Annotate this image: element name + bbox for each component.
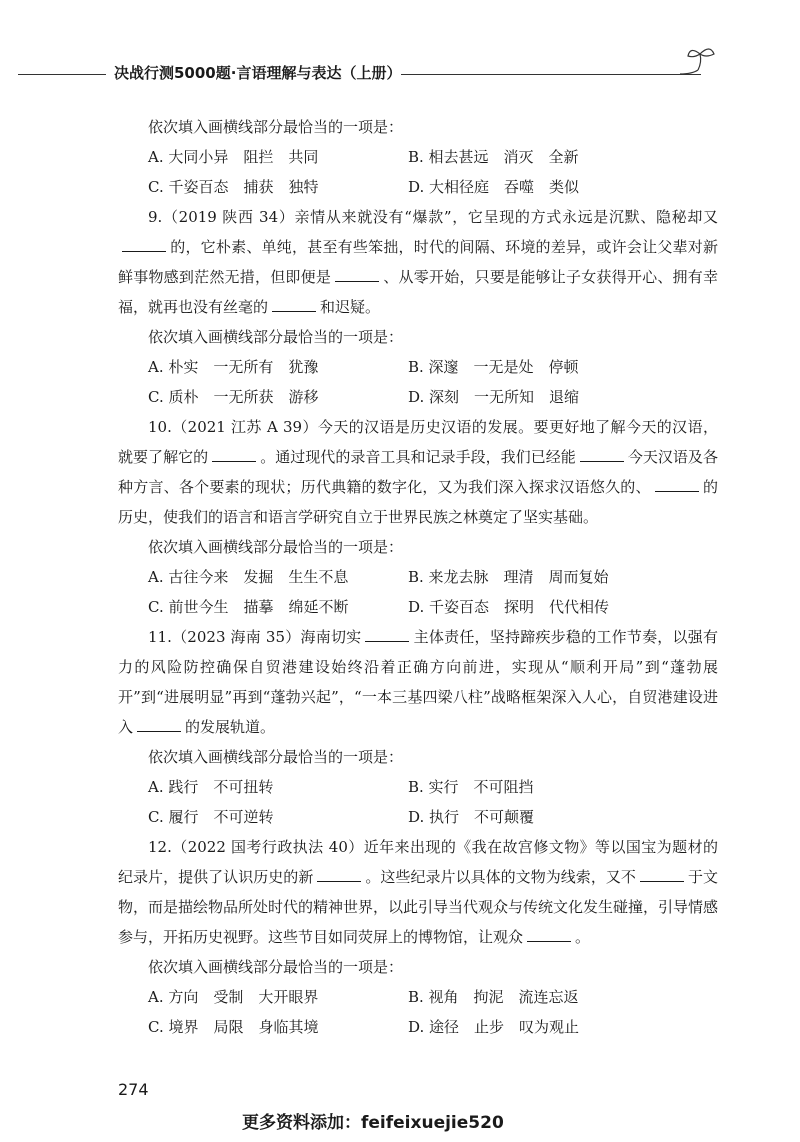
fill-blank [365,627,409,642]
option-a: A. 朴实 一无所有 犹豫 [148,358,319,376]
question-number: 9.（2019 陕西 34） [148,208,295,226]
fill-blank [317,867,361,882]
question-number: 10.（2021 江苏 A 39） [148,418,318,436]
fill-blank [655,477,699,492]
option-c: C. 履行 不可逆转 [148,808,274,826]
option-b: B. 深邃 一无是处 停顿 [408,358,579,376]
header-rule-right [401,74,701,75]
option-d: D. 执行 不可颠覆 [408,808,535,826]
option-a: A. 大同小异 阻拦 共同 [148,148,319,166]
option-a: A. 践行 不可扭转 [148,778,274,796]
header-rule-left [18,74,106,75]
options-block [118,772,718,832]
option-c: C. 千姿百态 捕获 独特 [148,178,319,196]
fill-blank [212,447,256,462]
option-d: D. 深刻 一无所知 退缩 [408,388,580,406]
book-title: 决战行测5000题·言语理解与表达（上册） [114,64,402,82]
option-a: A. 方向 受制 大开眼界 [148,988,319,1006]
question-prompt: 依次填入画横线部分最恰当的一项是： [148,538,404,556]
footer-note: 更多资料添加：feifeixuejie520 [242,1113,504,1133]
option-b: B. 相去甚远 消灭 全新 [408,148,579,166]
question-prompt: 依次填入画横线部分最恰当的一项是： [148,328,404,346]
option-d: D. 千姿百态 探明 代代相传 [408,598,610,616]
options-block [118,142,718,202]
fill-blank [580,447,624,462]
fill-blank [137,717,181,732]
fill-blank [527,927,571,942]
question-11: 11.（2023 海南 35）海南切实 主体责任，坚持蹄疾步稳的工作节奏，以强有力的风险防控确保自贸港建设始终沿着正确方向前进，实现从“顺利开局”到“蓬勃展开”到“进展明显”再到“蓬勃兴起”，“一本三基四梁八柱”战略框架深入人心，自贸港建设进入 的发展轨道。 [118,628,718,736]
option-c: C. 质朴 一无所获 游移 [148,388,319,406]
option-c: C. 前世今生 描摹 绵延不断 [148,598,349,616]
sprout-icon [678,40,718,80]
running-header [18,60,718,90]
option-b: B. 来龙去脉 理清 周而复始 [408,568,609,586]
options-block [118,982,718,1042]
question-prompt: 依次填入画横线部分最恰当的一项是： [148,748,404,766]
page-number: 274 [118,1080,149,1099]
option-a: A. 古往今来 发掘 生生不息 [148,568,349,586]
question-number: 12.（2022 国考行政执法 40） [148,838,364,856]
options-block [118,562,718,622]
option-d: D. 途径 止步 叹为观止 [408,1018,580,1036]
fill-blank [272,297,316,312]
fill-blank [335,267,379,282]
question-prompt: 依次填入画横线部分最恰当的一项是： [148,118,404,136]
option-d: D. 大相径庭 吞噬 类似 [408,178,580,196]
question-prompt: 依次填入画横线部分最恰当的一项是： [148,958,404,976]
question-number: 11.（2023 海南 35） [148,628,301,646]
options-block [118,352,718,412]
page-content [118,112,718,1042]
fill-blank [122,237,166,252]
question-10: 10.（2021 江苏 A 39）今天的汉语是历史汉语的发展。要更好地了解今天的汉语，就要了解它的 。通过现代的录音工具和记录手段，我们已经能 今天汉语及各种方言、各个要素的现状；历代典籍的数字化，又为我们深入探求汉语悠久的、 的历史，使我们的语言和语言学研究自立于世界民族之林奠定了坚实基础。 [118,418,718,526]
option-c: C. 境界 局限 身临其境 [148,1018,319,1036]
question-12: 12.（2022 国考行政执法 40）近年来出现的《我在故宫修文物》等以国宝为题材的纪录片，提供了认识历史的新 。这些纪录片以具体的文物为线索，又不 于文物，而是描绘物品所处时代的精神世界，以此引导当代观众与传统文化发生碰撞，引导情感参与，开拓历史视野。这些节目如同荧屏上的博物馆，让观众 。 [118,838,719,946]
option-b: B. 实行 不可阻挡 [408,778,534,796]
question-9: 9.（2019 陕西 34）亲情从来就没有“爆款”，它呈现的方式永远是沉默、隐秘却又的，它朴素、单纯，甚至有些笨拙，时代的间隔、环境的差异，或许会让父辈对新鲜事物感到茫然无措，但即便是 、从零开始，只要是能够让子女获得开心、拥有幸福，就再也没有丝毫的 和迟疑。 [118,208,719,316]
fill-blank [640,867,684,882]
option-b: B. 视角 拘泥 流连忘返 [408,988,579,1006]
